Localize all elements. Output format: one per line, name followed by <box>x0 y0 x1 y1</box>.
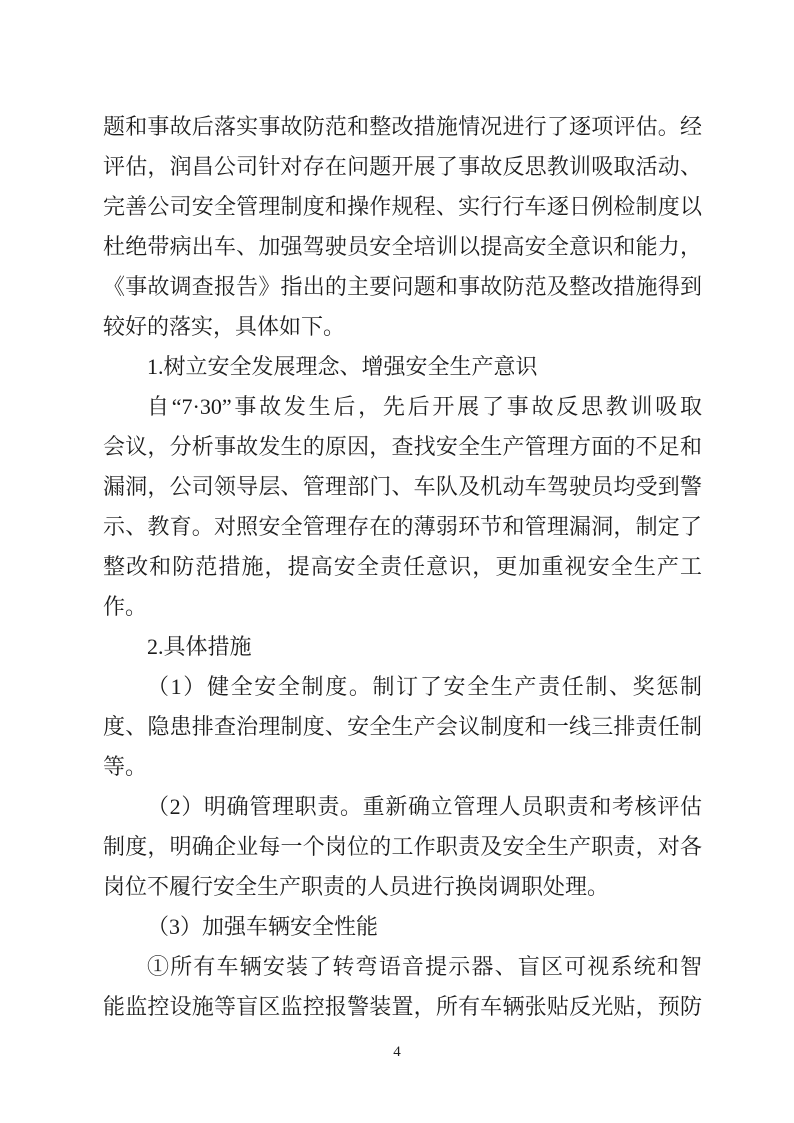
text-line: 完善公司安全管理制度和操作规程、实行行车逐日例检制度以 <box>103 194 702 219</box>
text-line: 制度，明确企业每一个岗位的工作职责及安全生产职责，对各 <box>103 834 702 859</box>
text-line: 自“7·30”事故发生后，先后开展了事故反思教训吸取 <box>147 394 702 419</box>
page-number: 4 <box>393 1044 401 1060</box>
text-line: 较好的落实，具体如下。 <box>103 314 346 339</box>
text-line: 等。 <box>103 754 148 779</box>
text-line: 《事故调查报告》指出的主要问题和事故防范及整改措施得到 <box>103 274 702 299</box>
text-line: 度、隐患排查治理制度、安全生产会议制度和一线三排责任制 <box>103 714 702 739</box>
text-line: 岗位不履行安全生产职责的人员进行换岗调职处理。 <box>103 874 610 899</box>
text-line: 能监控设施等盲区监控报警装置，所有车辆张贴反光贴，预防 <box>103 994 702 1019</box>
document-body <box>103 107 702 1027</box>
text-line: 整改和防范措施，提高安全责任意识，更加重视安全生产工 <box>103 554 702 579</box>
text-line: 2.具体措施 <box>147 634 252 659</box>
text-line: 1.树立安全发展理念、增强安全生产意识 <box>147 354 538 379</box>
text-line: 漏洞，公司领导层、管理部门、车队及机动车驾驶员均受到警 <box>103 474 702 499</box>
text-line: 作。 <box>103 594 148 619</box>
text-line: 会议，分析事故发生的原因，查找安全生产管理方面的不足和 <box>103 434 702 459</box>
page-footer <box>0 1042 794 1062</box>
text-line: ①所有车辆安装了转弯语音提示器、盲区可视系统和智 <box>147 954 702 979</box>
text-line: 题和事故后落实事故防范和整改措施情况进行了逐项评估。经 <box>103 114 702 139</box>
text-line: 评估，润昌公司针对存在问题开展了事故反思教训吸取活动、 <box>103 154 702 179</box>
text-line: （3）加强车辆安全性能 <box>147 914 379 939</box>
text-line: 杜绝带病出车、加强驾驶员安全培训以提高安全意识和能力， <box>103 234 702 259</box>
text-line: （2）明确管理职责。重新确立管理人员职责和考核评估 <box>147 794 702 819</box>
text-line: 示、教育。对照安全管理存在的薄弱环节和管理漏洞，制定了 <box>103 514 702 539</box>
text-line: （1）健全安全制度。制订了安全生产责任制、奖惩制 <box>147 674 702 699</box>
